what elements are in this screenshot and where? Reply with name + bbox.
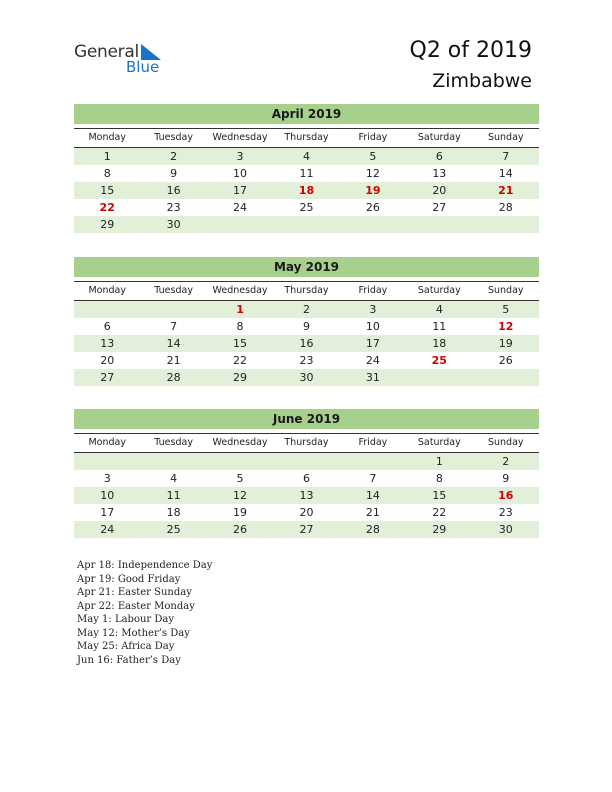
day-cell: 29 (100, 218, 115, 231)
day-cell: 5 (369, 150, 377, 163)
day-cell: 18 (432, 337, 447, 350)
day-cell (473, 216, 539, 233)
day-cell: 7 (170, 320, 178, 333)
day-cell: 27 (432, 201, 447, 214)
brand-blue-text: Blue (126, 58, 160, 76)
week-row (74, 199, 539, 216)
day-cell: 23 (166, 201, 181, 214)
day-cell: 28 (166, 371, 181, 384)
day-cell: 1 (435, 455, 443, 468)
day-cell: 20 (299, 506, 314, 519)
day-cell: 11 (299, 167, 314, 180)
holiday-item: May 1: Labour Day (77, 614, 174, 625)
day-cell: 20 (432, 184, 447, 197)
day-cell: 30 (166, 218, 181, 231)
weekday-header-row (74, 128, 539, 148)
day-cell: 28 (498, 201, 513, 214)
day-cell: 24 (233, 201, 248, 214)
month-calendar-may (74, 257, 539, 386)
day-cell: 22 (233, 354, 248, 367)
day-cell (273, 453, 339, 470)
day-cell: 12 (498, 320, 514, 333)
day-cell: 5 (502, 303, 510, 316)
day-cell: 25 (299, 201, 314, 214)
brand-general-text: General (74, 42, 139, 62)
day-cell: 12 (233, 489, 248, 502)
page-title: Q2 of 2019 (409, 38, 532, 63)
day-cell: 16 (498, 489, 514, 502)
day-cell: 17 (100, 506, 115, 519)
weekday-label: Monday (88, 132, 126, 143)
weekday-label: Sunday (487, 132, 524, 143)
day-cell: 11 (166, 489, 181, 502)
day-cell: 24 (100, 523, 115, 536)
day-cell: 25 (166, 523, 181, 536)
week-row (74, 148, 539, 165)
holiday-list (77, 559, 212, 667)
month-calendar-april (74, 104, 539, 233)
weekday-label: Tuesday (154, 285, 193, 296)
day-cell: 23 (498, 506, 513, 519)
day-cell (473, 369, 539, 386)
day-cell: 4 (435, 303, 443, 316)
day-cell: 22 (432, 506, 447, 519)
day-cell: 16 (299, 337, 314, 350)
day-cell: 21 (365, 506, 380, 519)
day-cell: 13 (100, 337, 115, 350)
day-cell (207, 216, 273, 233)
holiday-item: Jun 16: Father’s Day (77, 654, 181, 666)
week-row (74, 521, 539, 538)
day-cell: 18 (298, 184, 315, 197)
week-row (74, 301, 539, 318)
day-cell: 9 (502, 472, 510, 485)
weekday-label: Friday (358, 132, 388, 143)
day-cell: 27 (299, 523, 314, 536)
day-cell: 3 (103, 472, 111, 485)
day-cell: 3 (236, 150, 244, 163)
day-cell: 17 (233, 184, 248, 197)
weekday-label: Thursday (284, 132, 329, 143)
day-cell: 10 (365, 320, 380, 333)
weekday-label: Thursday (284, 285, 329, 296)
day-cell: 10 (100, 489, 115, 502)
day-cell: 31 (365, 371, 380, 384)
weekday-label: Friday (358, 437, 388, 448)
day-cell: 4 (302, 150, 310, 163)
day-cell: 21 (498, 184, 514, 197)
week-row (74, 504, 539, 521)
day-cell: 25 (431, 354, 447, 367)
day-cell: 29 (432, 523, 447, 536)
day-cell: 2 (502, 455, 510, 468)
country-name: Zimbabwe (432, 70, 532, 92)
holiday-item: May 12: Mother’s Day (77, 627, 190, 639)
holiday-item: Apr 21: Easter Sunday (77, 587, 192, 598)
day-cell: 22 (99, 201, 115, 214)
day-cell: 2 (302, 303, 310, 316)
week-row (74, 165, 539, 182)
day-cell: 15 (233, 337, 248, 350)
brand-logo (74, 42, 174, 78)
weekday-label: Tuesday (154, 437, 193, 448)
weekday-label: Sunday (487, 437, 524, 448)
day-cell: 8 (236, 320, 244, 333)
weekday-header-row (74, 433, 539, 453)
day-cell: 23 (299, 354, 314, 367)
day-cell: 8 (435, 472, 443, 485)
day-cell: 26 (365, 201, 380, 214)
day-cell: 3 (369, 303, 377, 316)
day-cell (140, 301, 206, 318)
day-cell: 13 (432, 167, 447, 180)
day-cell: 15 (100, 184, 115, 197)
day-cell: 29 (233, 371, 248, 384)
day-cell: 1 (236, 303, 244, 316)
day-cell (340, 216, 406, 233)
weekday-label: Saturday (417, 437, 461, 448)
holiday-item: Apr 19: Good Friday (77, 573, 181, 585)
day-cell: 5 (236, 472, 244, 485)
weekday-label: Monday (88, 285, 126, 296)
day-cell: 28 (365, 523, 380, 536)
day-cell (406, 369, 472, 386)
month-title: April 2019 (74, 104, 539, 124)
weekday-label: Monday (88, 437, 126, 448)
day-cell: 19 (365, 184, 381, 197)
weekday-label: Wednesday (212, 437, 268, 448)
day-cell: 2 (170, 150, 178, 163)
day-cell: 14 (166, 337, 181, 350)
week-row (74, 352, 539, 369)
week-row (74, 335, 539, 352)
day-cell: 26 (498, 354, 513, 367)
day-cell: 6 (103, 320, 111, 333)
day-cell: 6 (302, 472, 310, 485)
day-cell: 20 (100, 354, 115, 367)
day-cell: 7 (502, 150, 510, 163)
week-row (74, 453, 539, 470)
weekday-label: Wednesday (212, 285, 268, 296)
day-cell: 14 (498, 167, 513, 180)
day-cell: 27 (100, 371, 115, 384)
day-cell: 12 (365, 167, 380, 180)
week-row (74, 487, 539, 504)
day-cell: 8 (103, 167, 111, 180)
day-cell (74, 301, 140, 318)
weekday-label: Saturday (417, 285, 461, 296)
day-cell: 26 (233, 523, 248, 536)
day-cell (140, 453, 206, 470)
weekday-label: Saturday (417, 132, 461, 143)
weekday-label: Friday (358, 285, 388, 296)
day-cell: 18 (166, 506, 181, 519)
holiday-item: Apr 18: Independence Day (77, 560, 213, 571)
day-cell: 14 (365, 489, 380, 502)
weekday-label: Sunday (487, 285, 524, 296)
day-cell (74, 453, 140, 470)
day-cell: 30 (299, 371, 314, 384)
day-cell: 1 (103, 150, 111, 163)
day-cell (340, 453, 406, 470)
day-cell: 24 (365, 354, 380, 367)
holiday-item: May 25: Africa Day (77, 641, 175, 652)
day-cell: 10 (233, 167, 248, 180)
day-cell: 19 (498, 337, 513, 350)
week-row (74, 182, 539, 199)
day-cell: 21 (166, 354, 181, 367)
month-calendar-june (74, 409, 539, 538)
day-cell: 11 (432, 320, 447, 333)
day-cell: 13 (299, 489, 314, 502)
day-cell: 9 (170, 167, 178, 180)
day-cell: 15 (432, 489, 447, 502)
day-cell: 16 (166, 184, 181, 197)
month-title: May 2019 (74, 257, 539, 277)
week-row (74, 369, 539, 386)
day-cell: 19 (233, 506, 248, 519)
day-cell: 17 (365, 337, 380, 350)
holiday-item: Apr 22: Easter Monday (77, 600, 195, 612)
day-cell (207, 453, 273, 470)
week-row (74, 216, 539, 233)
day-cell (273, 216, 339, 233)
day-cell: 30 (498, 523, 513, 536)
week-row (74, 470, 539, 487)
month-title: June 2019 (74, 409, 539, 429)
weekday-label: Tuesday (154, 132, 193, 143)
day-cell: 6 (435, 150, 443, 163)
weekday-label: Thursday (284, 437, 329, 448)
week-row (74, 318, 539, 335)
weekday-header-row (74, 281, 539, 301)
day-cell (406, 216, 472, 233)
day-cell: 4 (170, 472, 178, 485)
weekday-label: Wednesday (212, 132, 268, 143)
day-cell: 7 (369, 472, 377, 485)
day-cell: 9 (302, 320, 310, 333)
